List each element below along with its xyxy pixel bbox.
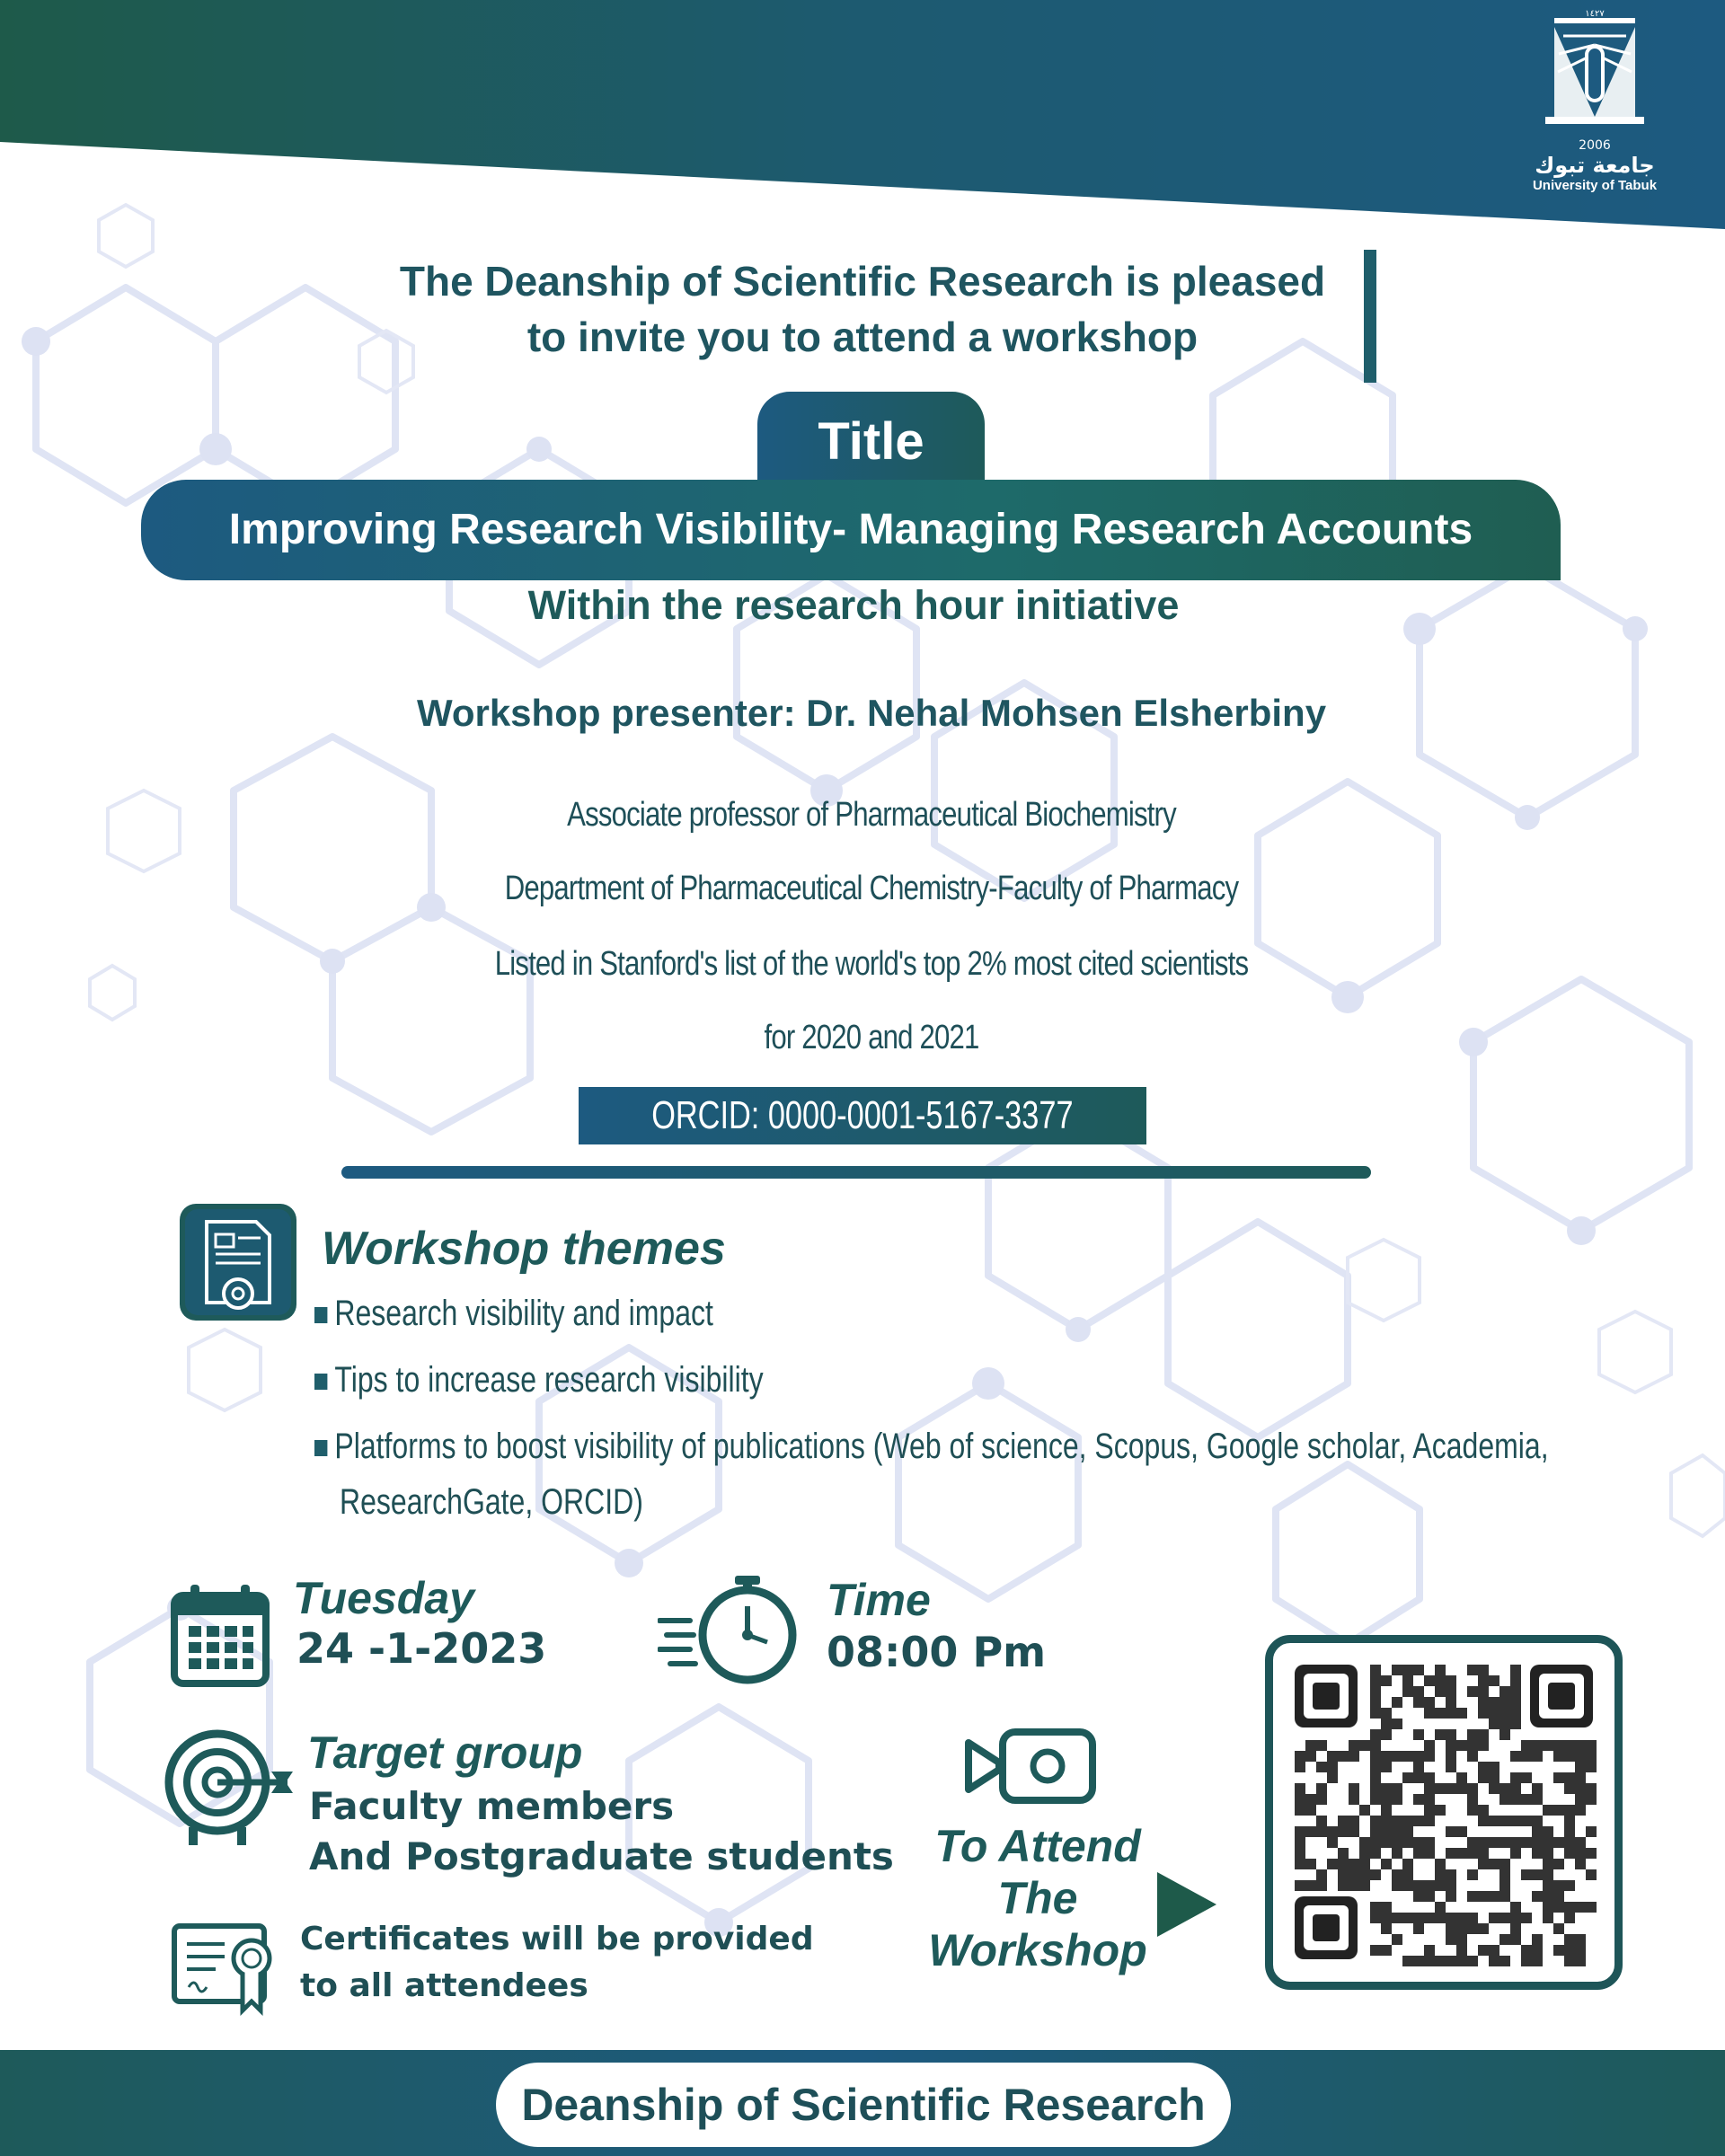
bio-line: Department of Pharmaceutical Chemistry-Faculty of Pharmacy — [504, 870, 1239, 907]
theme-item — [314, 1360, 764, 1401]
bullet-icon — [314, 1307, 327, 1323]
attend-label — [907, 1820, 1168, 1976]
video-camera-icon — [963, 1727, 1100, 1806]
bio-line: Listed in Stanford's list of the world's top 2% most cited scientists — [494, 945, 1249, 983]
theme-item — [314, 1427, 1549, 1467]
target-line-2: And Postgraduate students — [309, 1834, 894, 1878]
logo-hijri-year: ١٤٢٧ — [1585, 9, 1605, 19]
presenter-name: Workshop presenter: Dr. Nehal Mohsen Elsherbiny — [416, 692, 1327, 734]
attend-line-1: To Attend — [934, 1821, 1141, 1871]
theme-item-continued — [340, 1482, 643, 1523]
theme-text: Tips to increase research visibility — [334, 1360, 764, 1400]
attend-line-3: Workshop — [928, 1925, 1147, 1975]
top-banner — [0, 0, 1725, 234]
university-logo — [1527, 9, 1662, 193]
target-line-1: Faculty members — [309, 1784, 675, 1828]
bullet-icon — [314, 1440, 327, 1456]
orcid-text: ORCID: 0000-0001-5167-3377 — [651, 1093, 1074, 1137]
bio-line: for 2020 and 2021 — [764, 1019, 979, 1056]
invitation-line-1: The Deanship of Scientific Research is pleased — [399, 258, 1326, 305]
attend-line-2: The — [997, 1873, 1078, 1923]
orcid-badge — [579, 1087, 1146, 1144]
accent-bar — [1364, 250, 1376, 383]
certificate-icon — [171, 1921, 284, 2016]
logo-emblem-icon — [1527, 9, 1662, 135]
theme-text: ResearchGate, ORCID) — [340, 1482, 643, 1522]
target-icon — [162, 1727, 296, 1845]
initiative-subtitle: Within the research hour initiative — [527, 582, 1180, 628]
qr-code-frame[interactable] — [1265, 1635, 1623, 1990]
title-tab: Title — [757, 392, 985, 485]
bio-line: Associate professor of Pharmaceutical Biochemistry — [567, 796, 1176, 834]
certificates-line-2: to all attendees — [300, 1967, 588, 2004]
date-value: 24 -1-2023 — [296, 1624, 547, 1673]
invitation-line-2: to invite you to attend a workshop — [526, 314, 1199, 360]
qr-code[interactable] — [1273, 1643, 1614, 1982]
logo-year: 2006 — [1579, 138, 1611, 153]
time-label: Time — [827, 1575, 931, 1625]
date-day: Tuesday — [293, 1573, 474, 1623]
calendar-icon — [171, 1583, 270, 1687]
footer-title: Deanship of Scientific Research — [496, 2063, 1231, 2147]
themes-heading: Workshop themes — [322, 1223, 726, 1275]
target-label: Target group — [307, 1727, 583, 1778]
workshop-title: Improving Research Visibility- Managing Research Accounts — [141, 480, 1561, 580]
logo-arabic-name: جامعة تبوك — [1535, 153, 1655, 178]
theme-text: Research visibility and impact — [334, 1294, 713, 1333]
stopwatch-icon — [659, 1576, 792, 1680]
logo-english-name: University of Tabuk — [1532, 178, 1658, 193]
section-divider — [341, 1166, 1371, 1179]
invitation-text — [341, 253, 1384, 365]
certificates-line-1: Certificates will be provided — [300, 1921, 814, 1957]
play-arrow-icon[interactable] — [1154, 1869, 1220, 1940]
document-gear-icon — [180, 1204, 296, 1321]
time-value: 08:00 Pm — [827, 1628, 1047, 1676]
theme-text: Platforms to boost visibility of publications (Web of science, Scopus, Google scholar, Academia, — [334, 1427, 1549, 1466]
bullet-icon — [314, 1374, 327, 1390]
theme-item — [314, 1294, 713, 1334]
